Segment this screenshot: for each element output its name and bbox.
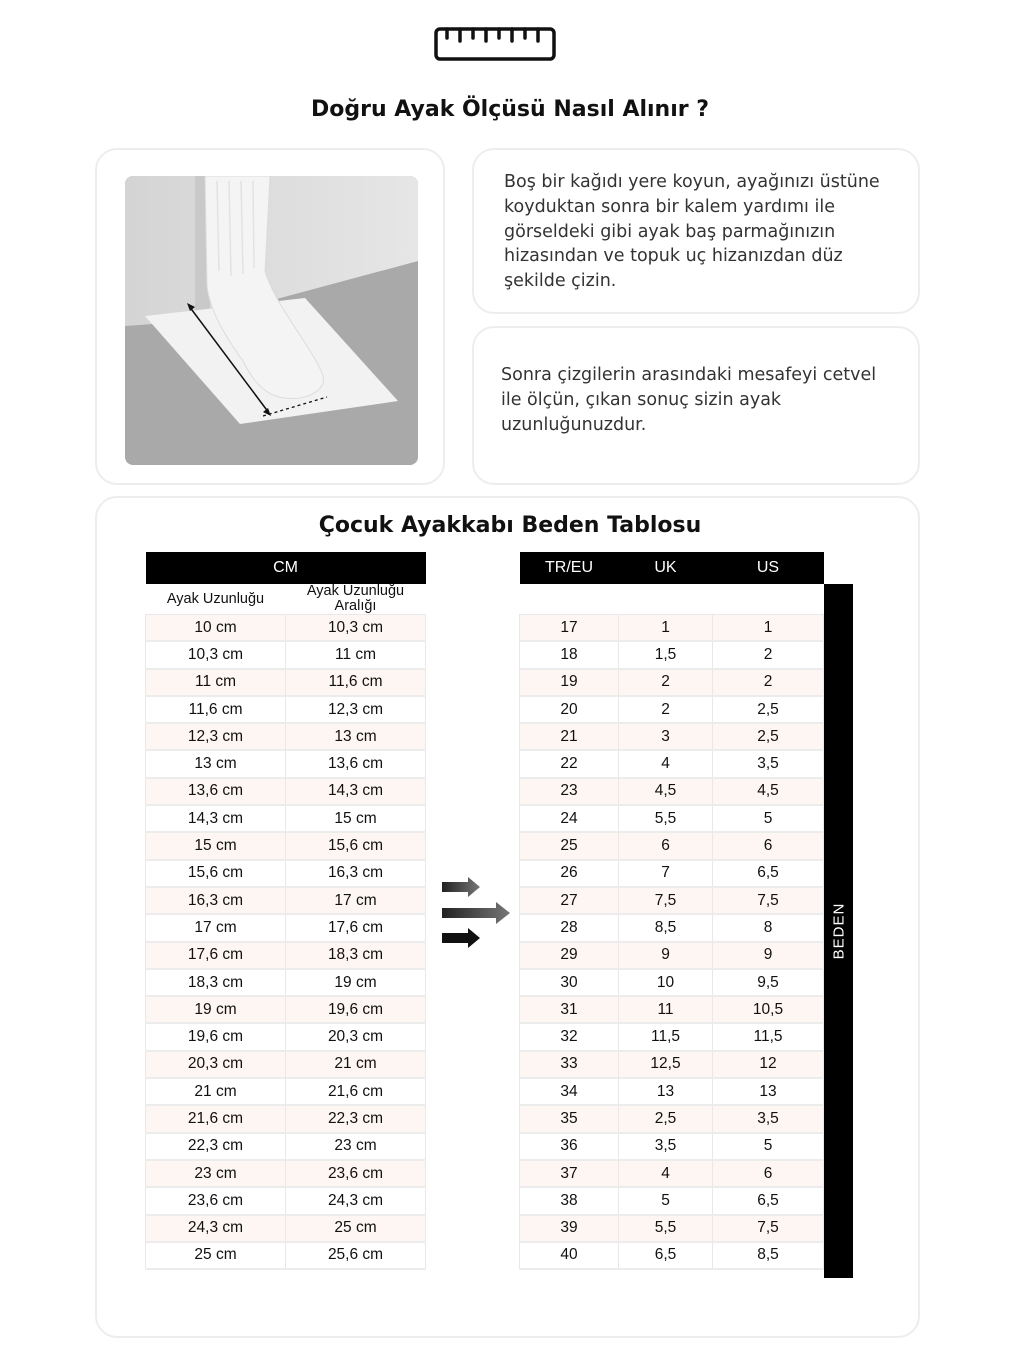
table-row: [146, 969, 426, 996]
us-cell: 9: [713, 942, 824, 969]
arrow-right-icon: [440, 876, 512, 950]
tr-eu-cell: 40: [520, 1242, 619, 1269]
table-row: [146, 1242, 426, 1269]
size-chart-title: Çocuk Ayakkabı Beden Tablosu: [318, 513, 702, 538]
foot-measurement-photo: [125, 176, 418, 465]
uk-cell: 6: [619, 832, 713, 859]
table-row: [520, 1187, 824, 1214]
foot-range-cell: 11 cm: [286, 641, 426, 668]
us-cell: 2,5: [713, 723, 824, 750]
tr-eu-cell: 20: [520, 696, 619, 723]
table-row: [520, 723, 824, 750]
foot-length-cell: 13 cm: [146, 750, 286, 777]
foot-length-cell: 10,3 cm: [146, 641, 286, 668]
table-row: [146, 1160, 426, 1187]
table-row: [146, 723, 426, 750]
foot-length-cell: 24,3 cm: [146, 1215, 286, 1242]
table-row: [146, 1187, 426, 1214]
us-cell: 6,5: [713, 860, 824, 887]
tr-eu-cell: 25: [520, 832, 619, 859]
measurement-photo-card: [95, 148, 445, 485]
us-cell: 13: [713, 1078, 824, 1105]
size-conversion-table: [519, 552, 824, 1270]
us-cell: 5: [713, 805, 824, 832]
uk-cell: 2: [619, 696, 713, 723]
table-row: [520, 778, 824, 805]
tr-eu-cell: 37: [520, 1160, 619, 1187]
uk-cell: 9: [619, 942, 713, 969]
table-row: [146, 942, 426, 969]
tr-eu-cell: 18: [520, 641, 619, 668]
foot-length-cell: 14,3 cm: [146, 805, 286, 832]
foot-length-cell: 19,6 cm: [146, 1023, 286, 1050]
us-cell: 6: [713, 832, 824, 859]
table-row: [146, 615, 426, 642]
page-title: Doğru Ayak Ölçüsü Nasıl Alınır ?: [310, 97, 710, 122]
foot-length-cell: 23,6 cm: [146, 1187, 286, 1214]
tr-eu-cell: 21: [520, 723, 619, 750]
foot-length-cell: 12,3 cm: [146, 723, 286, 750]
table-row: [520, 1160, 824, 1187]
col-us-header: US: [713, 552, 824, 584]
us-cell: 7,5: [713, 887, 824, 914]
foot-length-cell: 23 cm: [146, 1160, 286, 1187]
tr-eu-cell: 24: [520, 805, 619, 832]
foot-range-cell: 15,6 cm: [286, 832, 426, 859]
foot-range-cell: 15 cm: [286, 805, 426, 832]
foot-range-cell: 25,6 cm: [286, 1242, 426, 1269]
tr-eu-cell: 30: [520, 969, 619, 996]
uk-cell: 10: [619, 969, 713, 996]
table-row: [146, 805, 426, 832]
table-row: [520, 969, 824, 996]
uk-cell: 6,5: [619, 1242, 713, 1269]
us-cell: 12: [713, 1051, 824, 1078]
beden-side-bar: [824, 584, 853, 1278]
foot-range-cell: 16,3 cm: [286, 860, 426, 887]
foot-length-cell: 10 cm: [146, 615, 286, 642]
uk-cell: 7,5: [619, 887, 713, 914]
tr-eu-cell: 39: [520, 1215, 619, 1242]
foot-length-cell: 17,6 cm: [146, 942, 286, 969]
col-range-header: Ayak Uzunluğu Aralığı: [286, 584, 426, 615]
foot-range-cell: 24,3 cm: [286, 1187, 426, 1214]
table-row: [520, 996, 824, 1023]
uk-cell: 4: [619, 750, 713, 777]
uk-cell: 12,5: [619, 1051, 713, 1078]
tr-eu-cell: 38: [520, 1187, 619, 1214]
foot-length-cell: 25 cm: [146, 1242, 286, 1269]
foot-range-cell: 12,3 cm: [286, 696, 426, 723]
us-cell: 4,5: [713, 778, 824, 805]
table-row: [520, 887, 824, 914]
beden-label: BEDEN: [830, 902, 847, 960]
table-row: [146, 860, 426, 887]
uk-cell: 5,5: [619, 805, 713, 832]
tr-eu-cell: 23: [520, 778, 619, 805]
tr-eu-cell: 17: [520, 615, 619, 642]
uk-cell: 1: [619, 615, 713, 642]
table-row: [146, 1078, 426, 1105]
uk-cell: 8,5: [619, 914, 713, 941]
foot-range-cell: 17 cm: [286, 887, 426, 914]
uk-cell: 11,5: [619, 1023, 713, 1050]
foot-range-cell: 21 cm: [286, 1051, 426, 1078]
uk-cell: 5: [619, 1187, 713, 1214]
uk-cell: 7: [619, 860, 713, 887]
uk-cell: 3,5: [619, 1133, 713, 1160]
table-row: [146, 696, 426, 723]
foot-range-cell: 18,3 cm: [286, 942, 426, 969]
uk-cell: 11: [619, 996, 713, 1023]
foot-range-cell: 23,6 cm: [286, 1160, 426, 1187]
uk-cell: 2,5: [619, 1105, 713, 1132]
us-cell: 10,5: [713, 996, 824, 1023]
foot-length-cell: 21,6 cm: [146, 1105, 286, 1132]
tr-eu-cell: 22: [520, 750, 619, 777]
col-uk-header: UK: [619, 552, 713, 584]
cm-header: CM: [146, 552, 426, 584]
table-row: [520, 1078, 824, 1105]
foot-range-cell: 19,6 cm: [286, 996, 426, 1023]
table-row: [146, 996, 426, 1023]
table-row: [146, 778, 426, 805]
foot-range-cell: 21,6 cm: [286, 1078, 426, 1105]
us-cell: 2: [713, 641, 824, 668]
table-row: [146, 1051, 426, 1078]
table-row: [520, 1105, 824, 1132]
us-cell: 8,5: [713, 1242, 824, 1269]
tr-eu-cell: 34: [520, 1078, 619, 1105]
tr-eu-cell: 28: [520, 914, 619, 941]
foot-range-cell: 22,3 cm: [286, 1105, 426, 1132]
us-cell: 8: [713, 914, 824, 941]
us-cell: 6: [713, 1160, 824, 1187]
foot-range-cell: 19 cm: [286, 969, 426, 996]
table-row: [520, 942, 824, 969]
us-cell: 3,5: [713, 750, 824, 777]
table-row: [520, 1242, 824, 1269]
table-row: [520, 805, 824, 832]
tr-eu-cell: 32: [520, 1023, 619, 1050]
col-length-header: Ayak Uzunluğu: [146, 584, 286, 615]
foot-range-cell: 14,3 cm: [286, 778, 426, 805]
table-row: [146, 914, 426, 941]
table-row: [520, 1051, 824, 1078]
foot-range-cell: 13 cm: [286, 723, 426, 750]
foot-length-cell: 17 cm: [146, 914, 286, 941]
foot-length-cell: 15,6 cm: [146, 860, 286, 887]
us-cell: 1: [713, 615, 824, 642]
uk-cell: 4: [619, 1160, 713, 1187]
table-row: [146, 1215, 426, 1242]
uk-cell: 1,5: [619, 641, 713, 668]
foot-length-cell: 20,3 cm: [146, 1051, 286, 1078]
tr-eu-cell: 19: [520, 669, 619, 696]
tr-eu-cell: 26: [520, 860, 619, 887]
table-row: [520, 914, 824, 941]
table-row: [146, 641, 426, 668]
foot-range-cell: 17,6 cm: [286, 914, 426, 941]
uk-cell: 2: [619, 669, 713, 696]
table-row: [146, 887, 426, 914]
instruction-step-2: Sonra çizgilerin arasındaki mesafeyi cetvel ile ölçün, çıkan sonuç sizin ayak uzunluğunuzdur.: [501, 365, 877, 435]
foot-length-cell: 21 cm: [146, 1078, 286, 1105]
table-row: [520, 860, 824, 887]
us-cell: 11,5: [713, 1023, 824, 1050]
foot-range-cell: 25 cm: [286, 1215, 426, 1242]
table-row: [520, 615, 824, 642]
us-cell: 2,5: [713, 696, 824, 723]
table-row: [520, 1215, 824, 1242]
foot-length-cell: 16,3 cm: [146, 887, 286, 914]
table-row: [146, 669, 426, 696]
uk-cell: 5,5: [619, 1215, 713, 1242]
tr-eu-cell: 27: [520, 887, 619, 914]
table-row: [520, 696, 824, 723]
foot-length-cell: 15 cm: [146, 832, 286, 859]
table-row: [146, 832, 426, 859]
foot-length-cell: 18,3 cm: [146, 969, 286, 996]
cm-table: [145, 552, 426, 1270]
uk-cell: 3: [619, 723, 713, 750]
foot-range-cell: 13,6 cm: [286, 750, 426, 777]
table-row: [520, 832, 824, 859]
table-row: [520, 669, 824, 696]
us-cell: 7,5: [713, 1215, 824, 1242]
foot-range-cell: 10,3 cm: [286, 615, 426, 642]
foot-length-cell: 13,6 cm: [146, 778, 286, 805]
foot-range-cell: 23 cm: [286, 1133, 426, 1160]
uk-cell: 13: [619, 1078, 713, 1105]
instruction-card-1: [472, 148, 920, 314]
ruler-icon: [434, 27, 556, 61]
tr-eu-cell: 29: [520, 942, 619, 969]
uk-cell: 4,5: [619, 778, 713, 805]
instruction-card-2: [472, 326, 920, 485]
us-cell: 3,5: [713, 1105, 824, 1132]
table-row: [520, 1133, 824, 1160]
tr-eu-cell: 33: [520, 1051, 619, 1078]
foot-range-cell: 11,6 cm: [286, 669, 426, 696]
table-row: [146, 1133, 426, 1160]
us-cell: 2: [713, 669, 824, 696]
table-row: [146, 1105, 426, 1132]
table-row: [146, 750, 426, 777]
foot-length-cell: 11 cm: [146, 669, 286, 696]
table-row: [520, 1023, 824, 1050]
foot-length-cell: 19 cm: [146, 996, 286, 1023]
foot-length-cell: 22,3 cm: [146, 1133, 286, 1160]
instruction-step-1: Boş bir kağıdı yere koyun, ayağınızı üstüne koyduktan sonra bir kalem yardımı ile görseldeki gibi ayak baş parmağınızın hizasından ve topuk uç hizanızdan düz şekilde çizin.: [504, 172, 880, 292]
col-tr-eu-header: TR/EU: [520, 552, 619, 584]
tr-eu-cell: 31: [520, 996, 619, 1023]
tr-eu-cell: 36: [520, 1133, 619, 1160]
us-cell: 9,5: [713, 969, 824, 996]
tr-eu-cell: 35: [520, 1105, 619, 1132]
table-row: [146, 1023, 426, 1050]
us-cell: 5: [713, 1133, 824, 1160]
foot-range-cell: 20,3 cm: [286, 1023, 426, 1050]
foot-length-cell: 11,6 cm: [146, 696, 286, 723]
table-row: [520, 750, 824, 777]
us-cell: 6,5: [713, 1187, 824, 1214]
table-row: [520, 641, 824, 668]
